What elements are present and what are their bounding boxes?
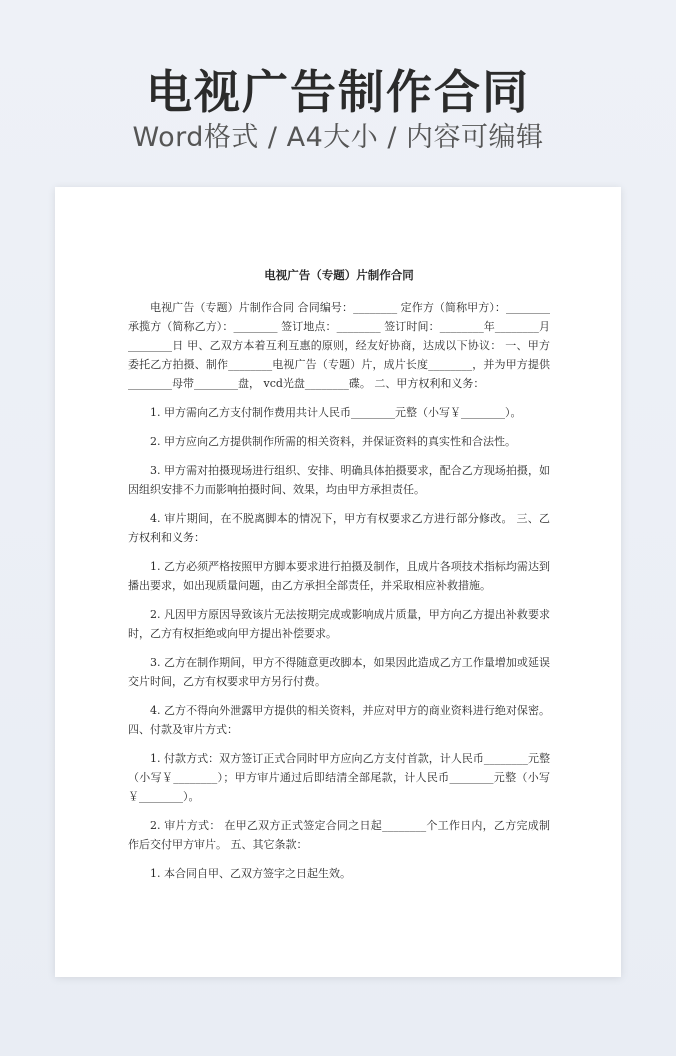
document-page	[55, 187, 621, 977]
paragraph-party-a-3: 3. 甲方需对拍摄现场进行组织、安排、明确具体拍摄要求，配合乙方现场拍摄，如因组织安排不力而影响拍摄时间、效果，均由甲方承担责任。	[128, 464, 550, 496]
banner-title: 电视广告制作合同	[146, 65, 530, 119]
paragraph-preamble: 电视广告（专题）片制作合同 合同编号：________ 定作方（简称甲方）：________ 承揽方（简称乙方）：________ 签订地点：________ 签订时间：________年________月________日 甲、乙双方本着互利互惠的原则，经友好协商，达成以下协议： 一、甲方委托乙方拍摄、制作________电视广告（专题）片，成片长度________，并为甲方提供________母带________盘， vcd光盘________碟。 二、甲方权利和义务：	[128, 301, 550, 390]
paragraph-party-b-2: 2. 凡因甲方原因导致该片无法按期完成或影响成片质量，甲方向乙方提出补救要求时，乙方有权拒绝或向甲方提出补偿要求。	[128, 608, 550, 640]
paragraph-review: 2. 审片方式： 在甲乙双方正式签定合同之日起________个工作日内，乙方完成制作后交付甲方审片。 五、其它条款：	[128, 819, 550, 851]
paragraph-party-a-1: 1. 甲方需向乙方支付制作费用共计人民币________元整（小写￥________）。	[150, 406, 522, 419]
paragraph-payment: 1. 付款方式：双方签订正式合同时甲方应向乙方支付首款，计人民币________元整（小写￥________）；甲方审片通过后即结清全部尾款，计人民币________元整（小写￥________）。	[128, 752, 550, 803]
banner	[0, 0, 676, 180]
banner-subtitle: Word格式 / A4大小 / 内容可编辑	[132, 122, 544, 153]
paragraph-party-a-2: 2. 甲方应向乙方提供制作所需的相关资料，并保证资料的真实性和合法性。	[150, 435, 516, 448]
document-body	[128, 267, 550, 893]
paragraph-party-a-4: 4. 审片期间，在不脱离脚本的情况下，甲方有权要求乙方进行部分修改。 三、乙方权利和义务：	[128, 512, 550, 544]
paragraph-party-b-1: 1. 乙方必须严格按照甲方脚本要求进行拍摄及制作，且成片各项技术指标均需达到播出要求，如出现质量问题，由乙方承担全部责任，并采取相应补救措施。	[128, 560, 550, 592]
document-title: 电视广告（专题）片制作合同	[264, 268, 414, 282]
paragraph-party-b-4: 4. 乙方不得向外泄露甲方提供的相关资料，并应对甲方的商业资料进行绝对保密。 四、付款及审片方式：	[128, 704, 550, 736]
paragraph-party-b-3: 3. 乙方在制作期间，甲方不得随意更改脚本，如果因此造成乙方工作量增加或延误交片时间，乙方有权要求甲方另行付费。	[128, 656, 550, 688]
paragraph-other-1: 1. 本合同自甲、乙双方签字之日起生效。	[150, 867, 351, 880]
